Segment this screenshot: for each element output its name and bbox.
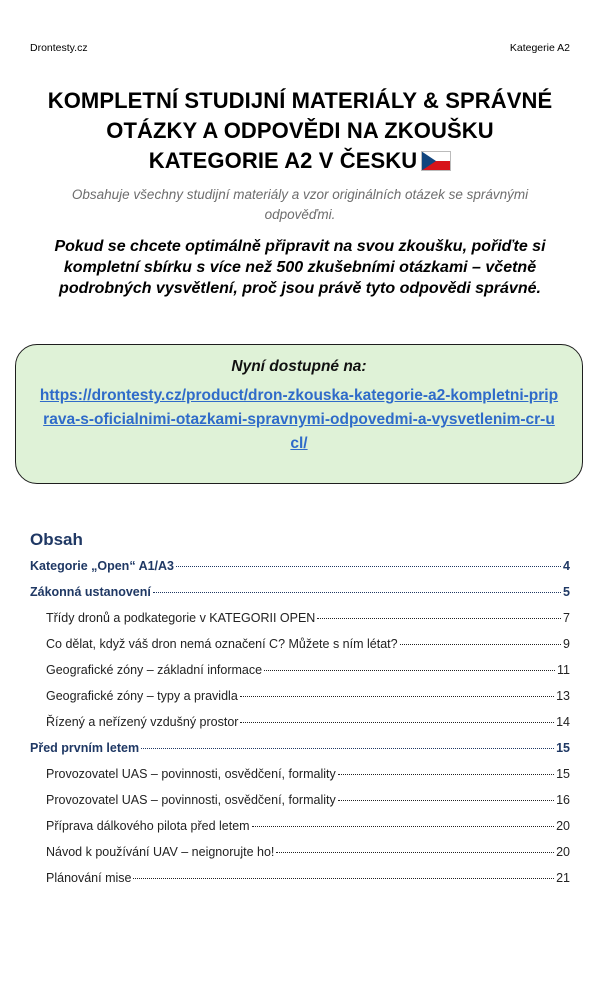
- toc-entry-page: 16: [556, 793, 570, 807]
- toc-entry[interactable]: [30, 813, 570, 839]
- toc-entry-title: Příprava dálkového pilota před letem: [46, 819, 250, 833]
- availability-callout: [15, 344, 583, 484]
- toc-entry-page: 7: [563, 611, 570, 625]
- toc-dot-leader: [400, 644, 561, 645]
- toc-dot-leader: [338, 800, 554, 801]
- toc-heading: Obsah: [30, 530, 83, 549]
- toc-entry[interactable]: [30, 579, 570, 605]
- toc-entry-page: 4: [563, 559, 570, 573]
- product-link[interactable]: https://drontesty.cz/product/dron-zkouska-kategorie-a2-kompletni-priprava-s-oficialnimi-otazkami-spravnymi-odpovedmi-a-vysvetlenim-cr-ucl/: [39, 387, 559, 452]
- toc-entry[interactable]: [30, 787, 570, 813]
- toc-entry-page: 15: [556, 767, 570, 781]
- toc-dot-leader: [264, 670, 555, 671]
- toc-entry-title: Návod k používání UAV – neignorujte ho!: [46, 845, 275, 859]
- toc-dot-leader: [133, 878, 554, 879]
- toc-entry-title: Zákonná ustanovení: [30, 585, 151, 599]
- toc-entry[interactable]: [30, 735, 570, 761]
- toc-entry-title: Kategorie „Open“ A1/A3: [30, 559, 175, 573]
- callout-label: Nyní dostupné na:: [231, 358, 367, 375]
- toc-entry[interactable]: [30, 839, 570, 865]
- toc-entry-page: 13: [556, 689, 570, 703]
- toc-dot-leader: [176, 566, 561, 567]
- toc-entry-page: 9: [563, 637, 570, 651]
- toc-entry-title: Třídy dronů a podkategorie v KATEGORII OPEN: [46, 611, 316, 625]
- toc-dot-leader: [317, 618, 561, 619]
- toc-entry-title: Provozovatel UAS – povinnosti, osvědčení, formality: [46, 767, 336, 781]
- toc-entry-page: 20: [556, 819, 570, 833]
- toc-entry-title: Řízený a neřízený vzdušný prostor: [46, 715, 239, 729]
- toc-entry-title: Geografické zóny – základní informace: [46, 663, 263, 677]
- toc-entry-title: Co dělat, když váš dron nemá označení C? Můžete s ním létat?: [46, 637, 398, 651]
- toc-dot-leader: [338, 774, 554, 775]
- page-title: [40, 86, 560, 176]
- toc-entry[interactable]: [30, 683, 570, 709]
- toc-entry[interactable]: [30, 605, 570, 631]
- toc-dot-leader: [240, 722, 554, 723]
- toc-entry-page: 15: [556, 741, 570, 755]
- toc-dot-leader: [153, 592, 561, 593]
- toc-dot-leader: [240, 696, 554, 697]
- table-of-contents: [30, 553, 570, 891]
- page-title-text: KOMPLETNÍ STUDIJNÍ MATERIÁLY & SPRÁVNÉ OTÁZKY A ODPOVĚDI NA ZKOUŠKU KATEGORIE A2 V ČESKU: [47, 88, 553, 173]
- toc-entry-title: Geografické zóny – typy a pravidla: [46, 689, 238, 703]
- promo-text: Pokud se chcete optimálně připravit na svou zkoušku, pořiďte si kompletní sbírku s více než 500 zkušebními otázkami – včetně podrobných vysvětlení, proč jsou právě tyto odpovědi správné.: [54, 238, 546, 297]
- header-category: Kategerie A2: [509, 42, 570, 54]
- toc-entry-page: 11: [557, 663, 570, 677]
- toc-entry-title: Plánování mise: [46, 871, 132, 885]
- toc-entry-page: 5: [563, 585, 570, 599]
- toc-entry-page: 20: [556, 845, 570, 859]
- czech-flag-icon: [421, 151, 451, 171]
- subtitle: Obsahuje všechny studijní materiály a vzor originálních otázek se správnými odpověďmi.: [71, 187, 529, 222]
- toc-entry-title: Provozovatel UAS – povinnosti, osvědčení, formality: [46, 793, 336, 807]
- toc-entry[interactable]: [30, 553, 570, 579]
- toc-entry[interactable]: [30, 761, 570, 787]
- toc-dot-leader: [276, 852, 554, 853]
- toc-entry[interactable]: [30, 631, 570, 657]
- toc-dot-leader: [252, 826, 555, 827]
- header-site-name: Drontesty.cz: [30, 42, 88, 54]
- toc-entry[interactable]: [30, 709, 570, 735]
- toc-entry-page: 21: [556, 871, 570, 885]
- toc-dot-leader: [141, 748, 554, 749]
- toc-entry-page: 14: [556, 715, 570, 729]
- toc-entry-title: Před prvním letem: [30, 741, 140, 755]
- toc-entry[interactable]: [30, 657, 570, 683]
- toc-entry[interactable]: [30, 865, 570, 891]
